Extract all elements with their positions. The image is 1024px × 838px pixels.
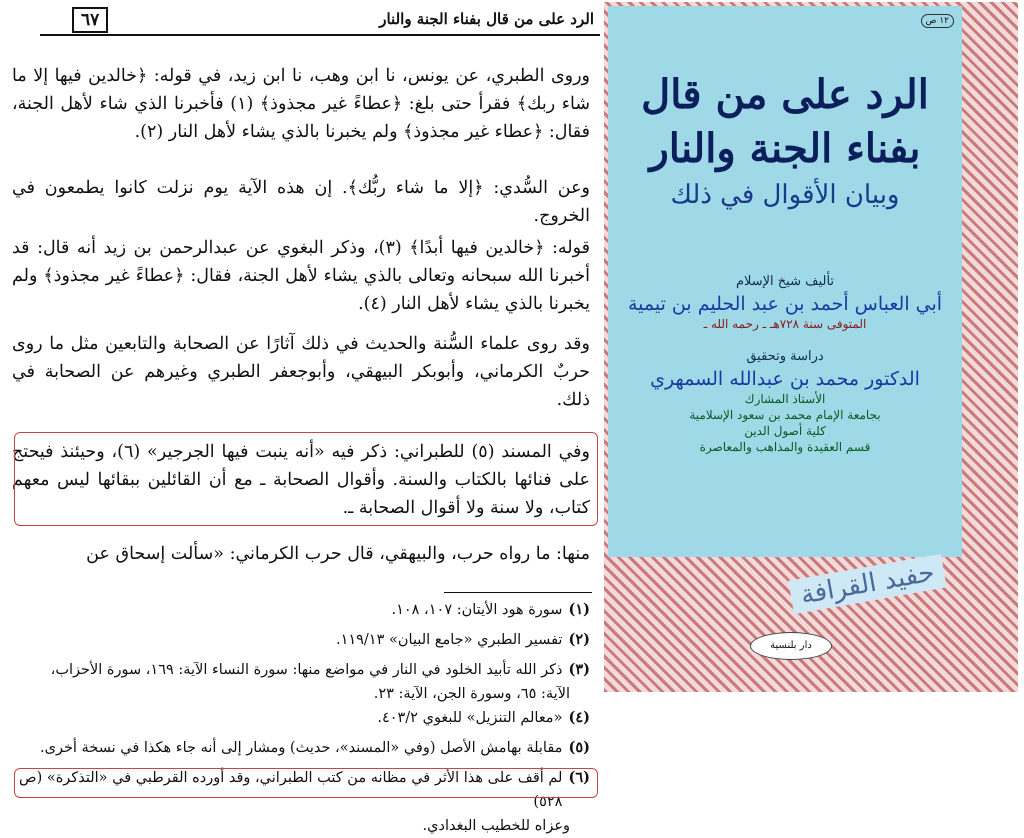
investigator-name: الدكتور محمد بن عبدالله السمهري bbox=[650, 368, 920, 390]
footnote bbox=[12, 706, 590, 730]
book-cover bbox=[600, 0, 1024, 700]
footnote bbox=[12, 766, 590, 814]
footnote-number: (٥) bbox=[568, 739, 590, 756]
author-label: تأليف شيخ الإسلام bbox=[735, 274, 835, 289]
author-death: المتوفى سنة ٧٢٨هـ ـ رحمه الله ـ bbox=[703, 317, 867, 331]
cover-code: ١٢ ص bbox=[921, 14, 954, 28]
page-header bbox=[40, 4, 600, 36]
publisher-logo: دار بلنسية bbox=[750, 632, 832, 660]
footnote-text: سورة هود الأيتان: ١٠٧، ١٠٨. bbox=[391, 602, 563, 618]
footnote-continuation: الآية: ٦٥، وسورة الجن، الآية: ٢٣. bbox=[373, 686, 570, 702]
study-label: دراسة وتحقيق bbox=[746, 349, 824, 364]
cover-panel bbox=[608, 6, 962, 557]
footnote-text: ذكر الله تأبيد الخلود في النار في مواضع منها: سورة النساء الآية: ١٦٩، سورة الأحزاب، bbox=[50, 662, 563, 678]
author-name: أبي العباس أحمد بن عبد الحليم بن تيمية bbox=[627, 293, 943, 315]
footnote-divider bbox=[444, 592, 592, 593]
footnote bbox=[12, 658, 590, 682]
running-title: الرد على من قال بفناء الجنة والنار bbox=[379, 10, 594, 28]
footnotes bbox=[12, 598, 590, 838]
paragraph: منها: ما رواه حرب، والبيهقي، قال حرب الكرماني: «سألت إسحاق عن bbox=[86, 544, 590, 564]
footnote-text: «معالم التنزيل» للبغوي ٤٠٣/٢. bbox=[377, 710, 563, 726]
footnote bbox=[12, 598, 590, 622]
university: بجامعة الإمام محمد بن سعود الإسلامية bbox=[689, 408, 881, 422]
footnote-number: (٣) bbox=[568, 661, 590, 678]
footnote-continuation: وعزاه للخطيب البغدادي. bbox=[422, 818, 570, 834]
footnote-number: (٢) bbox=[568, 631, 590, 648]
paragraph: وروى الطبري، عن يونس، نا ابن وهب، نا ابن زيد، في قوله: ﴿خالدين فيها إلا ما شاء ربك﴾ فقرأ حتى بلغ: ﴿عطاءً غير مجذوذ﴾ (١) فأخبرنا الذي شاء لأهل الجنة، فقال: ﴿عطاء غير مجذوذ﴾ ولم يخبرنا بالذي يشاء لأهل النار (٢). bbox=[12, 66, 590, 142]
cover-subtitle: وبيان الأقوال في ذلك bbox=[670, 180, 900, 210]
footnote-number: (١) bbox=[568, 601, 590, 618]
investigator-title: الأستاذ المشارك bbox=[744, 392, 826, 406]
footnote-number: (٦) bbox=[568, 769, 590, 786]
paragraph-highlighted: وفي المسند (٥) للطبراني: ذكر فيه «أنه ينبت فيها الجرجير» (٦)، وحيئنذ فيحتج على فنائها بالكتاب والسنة. وأقوال الصحابة ـ مع أن القائلين ببقائها ليس معهم كتاب، ولا سنة ولا أقوال الصحابة ـ. bbox=[12, 442, 591, 518]
college: كلية أصول الدين bbox=[744, 424, 826, 438]
footnote-text: مقابلة بهامش الأصل (وفي «المسند»، حديث) ومشار إلى أنه جاء هكذا في نسخة أخرى. bbox=[40, 740, 563, 756]
paragraph: وقد روى علماء السُّنة والحديث في ذلك آثارًا عن الصحابة والتابعين مثل ما روى حربٌ الكرماني، وأبوبكر البيهقي، وأبوجعفر الطبري وغيرهم عن الصحابة في ذلك. bbox=[12, 334, 590, 410]
paragraph: وعن السُّدي: ﴿إلا ما شاء ربُّك﴾. إن هذه الآية يوم نزلت كانوا يطمعون في الخروج. bbox=[12, 178, 590, 226]
footnote-text: لم أقف على هذا الأثر في مظانه من كتب الطبراني، وقد أورده القرطبي في «التذكرة» (ص ٥٢٨) bbox=[19, 770, 563, 810]
paragraph: قوله: ﴿خالدين فيها أبدًا﴾ (٣)، وذكر البغوي عن عبدالرحمن بن زيد أنه قال: قد أخبرنا الله سبحانه وتعالى بالذي يشاء لأهل الجنة، فقال: ﴿عطاءً غير مجذوذ﴾ ولم يخبرنا بالذي يشاء لأهل النار (٤). bbox=[12, 238, 590, 314]
watermark-badge: حفيد القرافة bbox=[788, 554, 947, 614]
department: قسم العقيدة والمذاهب والمعاصرة bbox=[699, 440, 871, 454]
cover-title: الرد على من قال بفناء الجنة والنار bbox=[641, 71, 929, 172]
footnote-number: (٤) bbox=[568, 709, 590, 726]
footnote bbox=[12, 628, 590, 652]
footnote bbox=[12, 736, 590, 760]
footnote-text: تفسير الطبري «جامع البيان» ١١٩/١٣. bbox=[335, 632, 563, 648]
page-number: ٦٧ bbox=[72, 7, 108, 33]
